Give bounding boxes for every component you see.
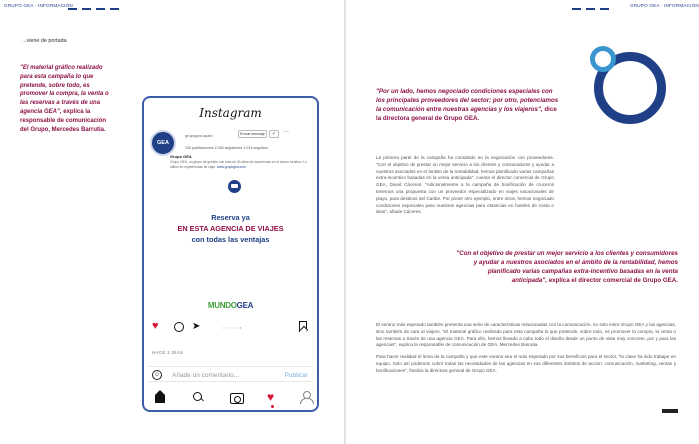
home-icon[interactable] (154, 391, 166, 403)
comment-bar (148, 366, 313, 382)
pull-quote-text: "Con el objetivo de prestar un mejor servicio a los clientes y consumidores y ayudar a nuestros asociados en el ámbito de la rentabilidad, hemos planificado varias campañas extra-incentivo basadas en la venta anticipada", (456, 250, 678, 284)
body-text-first: La primera parte de la campaña ha consistido en la negociación con proveedores. "Con el objetivo de prestar un mejor servicio a los clientes y consumidores y ayudar a nuestros asociados en el ámbito de la rentabilidad, hemos planificado varias campañas extra-incentivo basadas en la venta anticipada", cuenta el director comercial de Grupo GEA, David Cáceres. "Adicionalmente a la campaña de bonificación de cruceros tenemos una propuesta con un proveedor especializado en viajes vacacionales de playa, para destinos del Caribe. Por poner otro ejemplo, entre otros, hemos negociado condiciones especiales para nuestras agencias para estancias en hoteles de costa e islas", añade Cáceres. (376, 155, 554, 215)
post-time-ago: HACE 2 DÍAS (152, 350, 184, 355)
body-text-second (376, 322, 676, 375)
running-head-left: GRUPO GEA · INFORMACIÓN (4, 3, 73, 8)
body-paragraph: Para hacer realidad el lema de la campaña y que este verano sea el más esperado por sus beneficios para el sector, "la clave ha sido trabajar en equipo. Solo así podemos cubrir todas las necesidades de las agencias en sus diferentes ámbitos de acción: comunicación, marketing, ventas y bonificaciones", finaliza la directora general de Grupo GEA. (376, 354, 676, 373)
instagram-phone-mockup (142, 96, 319, 412)
search-icon[interactable] (192, 391, 204, 403)
body-paragraph: El verano más esperado también presenta una serie de características relacionadas con la comunicación, no solo entre Grupo GEA y las agencias, sino también de cara al viajero. "El material gráfico realizado para esta campaña lo que pretende, sobre todo, es promover la compra, la venta o las reservas a través de una agencia GEA. Para ello, hemos llevado a cabo todo el diseño desde un punto de vista muy concreto, por y para las agencias", explica la responsable de comunicación de GEA, Mercedes Barrutia. (376, 322, 676, 348)
heart-icon[interactable]: ♥ (267, 391, 279, 403)
brand-gea: GEA (236, 301, 254, 310)
like-heart-icon[interactable]: ♥ (152, 320, 159, 332)
send-message-button[interactable]: Enviar mensaje (238, 130, 267, 138)
pull-quote-attribution: explica el director comercial de Grupo GEA. (548, 277, 678, 284)
carousel-dots: ○○○○○● (222, 325, 243, 330)
bio-description: Grupo GEA, un grupo de gestión con más de 30 años de experiencia en el sector turístico. Lo último en experiencias de viaje. (170, 160, 307, 169)
gea-logo-icon (228, 180, 241, 193)
bio-link[interactable]: www.grupogea.com (216, 164, 246, 169)
left-page (0, 0, 344, 444)
decorative-rings (590, 46, 670, 126)
right-page (346, 0, 699, 444)
pull-quote-left (20, 64, 116, 134)
pull-quote-text: "El material gráfico realizado para esta campaña lo que pretende, sobre todo, es promover la compra, la venta o las reservas a través de una agencia GEA", (20, 65, 109, 115)
profile-handle[interactable]: grupogea.spain (185, 133, 213, 138)
pull-quote-attribution: explica la responsable de comunicación del Grupo, Mercedes Barrutia. (20, 108, 107, 133)
bio-text (170, 160, 308, 169)
header-dashes-left (68, 8, 124, 10)
pull-quote-text: "Por un lado, hemos negociado condiciones especiales con los principales proveedores del sector; por otro, potenciamos la comunicación entre nuestras agencias y los viajeros", (376, 88, 559, 113)
comment-input[interactable]: Añade un comentario... (172, 372, 240, 379)
bottom-tab-bar (148, 389, 313, 405)
ring-small-icon (590, 46, 616, 72)
mundogea-logo (148, 301, 313, 310)
post-image[interactable] (148, 178, 313, 318)
header-dashes-right (572, 8, 614, 10)
brand-mundo: MUNDO (207, 301, 237, 310)
publish-button[interactable]: Publicar (284, 372, 308, 379)
profile-icon[interactable] (300, 391, 312, 403)
instagram-logo: Instagram (199, 106, 262, 120)
following-button[interactable]: ✓ (269, 130, 279, 138)
more-options-icon[interactable]: ··· (283, 129, 289, 135)
bookmark-icon[interactable] (299, 321, 307, 332)
emoji-icon[interactable]: ☺ (153, 372, 161, 378)
post-tagline: con todas las ventajas (191, 235, 270, 244)
pull-quote-right-bottom (454, 249, 678, 285)
profile-stats: 126 publicaciones 2.280 seguidores 1.014 seguidos (185, 146, 268, 150)
bio-name: Grupo GEA (170, 154, 192, 159)
share-send-icon[interactable]: ➤ (192, 321, 201, 332)
page-end-mark (662, 409, 678, 413)
continuation-note: ...viene de portada (22, 38, 67, 44)
camera-icon[interactable] (230, 391, 242, 403)
comment-icon[interactable] (174, 322, 184, 332)
post-headline: Reserva ya (211, 213, 250, 222)
pull-quote-right-top (376, 87, 562, 123)
post-subheadline: EN ESTA AGENCIA DE VIAJES (177, 224, 284, 233)
post-actions (150, 321, 311, 333)
pull-quote-attribution: dice la directora general de Grupo GEA. (376, 106, 557, 122)
running-head-right: GRUPO GEA · INFORMACIÓN (630, 3, 699, 8)
avatar[interactable]: GEA (150, 130, 176, 156)
